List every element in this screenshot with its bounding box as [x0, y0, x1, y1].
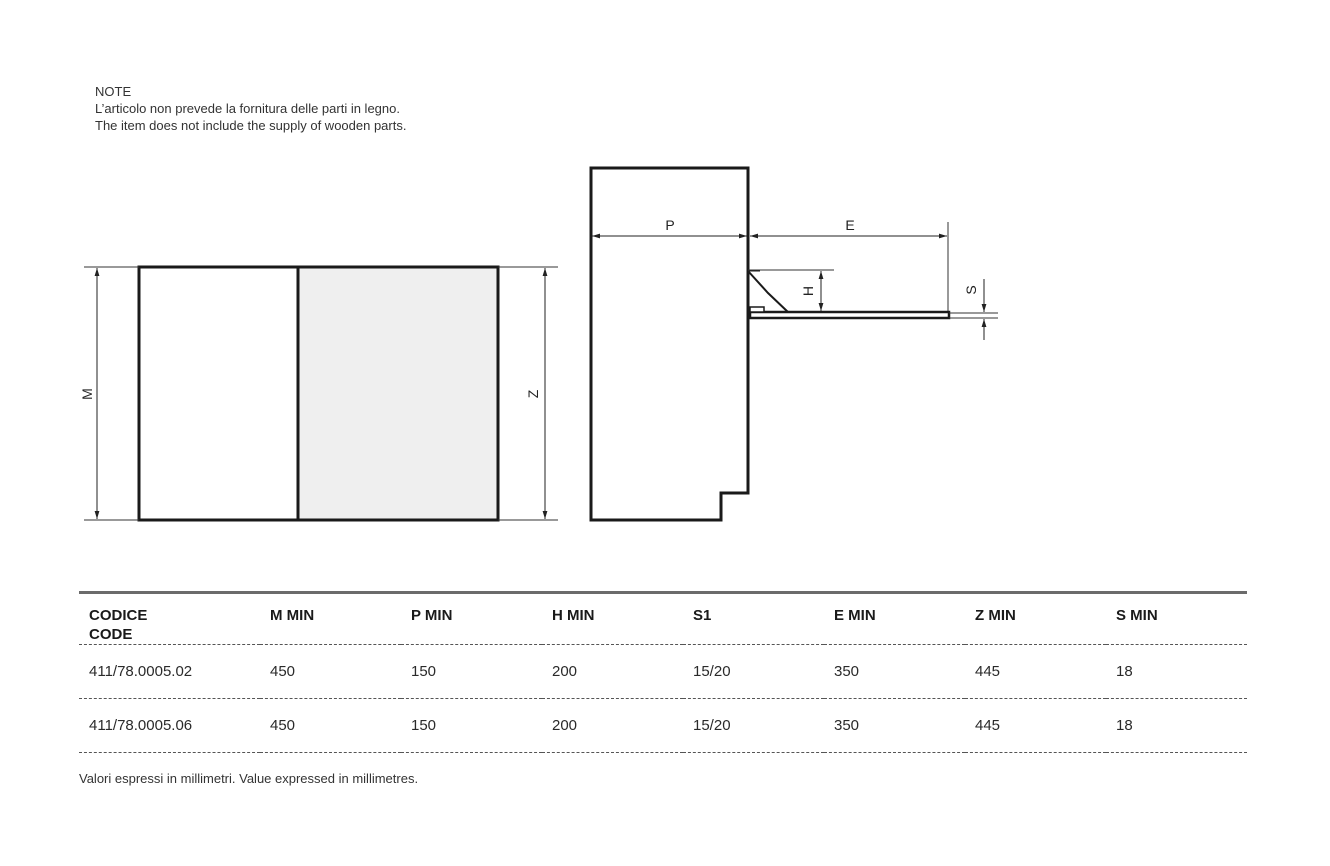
h-dimension-label: H [800, 285, 816, 297]
side-view [591, 168, 998, 520]
header-code-english: CODE [89, 626, 133, 643]
shelf-plate [750, 312, 949, 318]
table-row [79, 645, 1247, 699]
e-dimension-label: E [845, 217, 855, 233]
header-h-min: H MIN [542, 593, 683, 645]
cell-h-min: 200 [542, 699, 683, 753]
header-z-min: Z MIN [965, 593, 1106, 645]
s-dimension-label: S [963, 285, 979, 295]
header-p-min: P MIN [401, 593, 542, 645]
header-code [79, 593, 260, 645]
cell-s1: 15/20 [683, 699, 824, 753]
cell-h-min: 200 [542, 645, 683, 699]
header-s-min: S MIN [1106, 593, 1247, 645]
cell-m-min: 450 [260, 699, 401, 753]
note-text-english: The item does not include the supply of wooden parts. [95, 118, 407, 133]
cell-s-min: 18 [1106, 645, 1247, 699]
cell-m-min: 450 [260, 645, 401, 699]
front-view [79, 267, 558, 520]
cell-s-min: 18 [1106, 699, 1247, 753]
cell-e-min: 350 [824, 645, 965, 699]
note-title: NOTE [95, 84, 132, 99]
cell-e-min: 350 [824, 699, 965, 753]
shelf-clip [750, 307, 764, 312]
table-row [79, 699, 1247, 753]
cell-z-min: 445 [965, 645, 1106, 699]
header-s1: S1 [683, 593, 824, 645]
front-left-panel [139, 267, 298, 520]
note-text-italian: L’articolo non prevede la fornitura delle parti in legno. [95, 101, 400, 116]
header-code-italian: CODICE [89, 607, 148, 624]
cell-s1: 15/20 [683, 645, 824, 699]
table-header-row [79, 593, 1247, 645]
cell-code: 411/78.0005.02 [79, 645, 260, 699]
z-dimension-label: Z [525, 389, 541, 399]
header-m-min: M MIN [260, 593, 401, 645]
cell-p-min: 150 [401, 699, 542, 753]
specification-table [79, 591, 1247, 753]
m-dimension-label: M [79, 388, 95, 400]
cell-z-min: 445 [965, 699, 1106, 753]
cell-code: 411/78.0005.06 [79, 699, 260, 753]
cell-p-min: 150 [401, 645, 542, 699]
p-dimension-label: P [665, 217, 675, 233]
footnote-units: Valori espressi in millimetri. Value expressed in millimetres. [79, 771, 419, 786]
header-e-min: E MIN [824, 593, 965, 645]
front-right-panel [298, 267, 498, 520]
